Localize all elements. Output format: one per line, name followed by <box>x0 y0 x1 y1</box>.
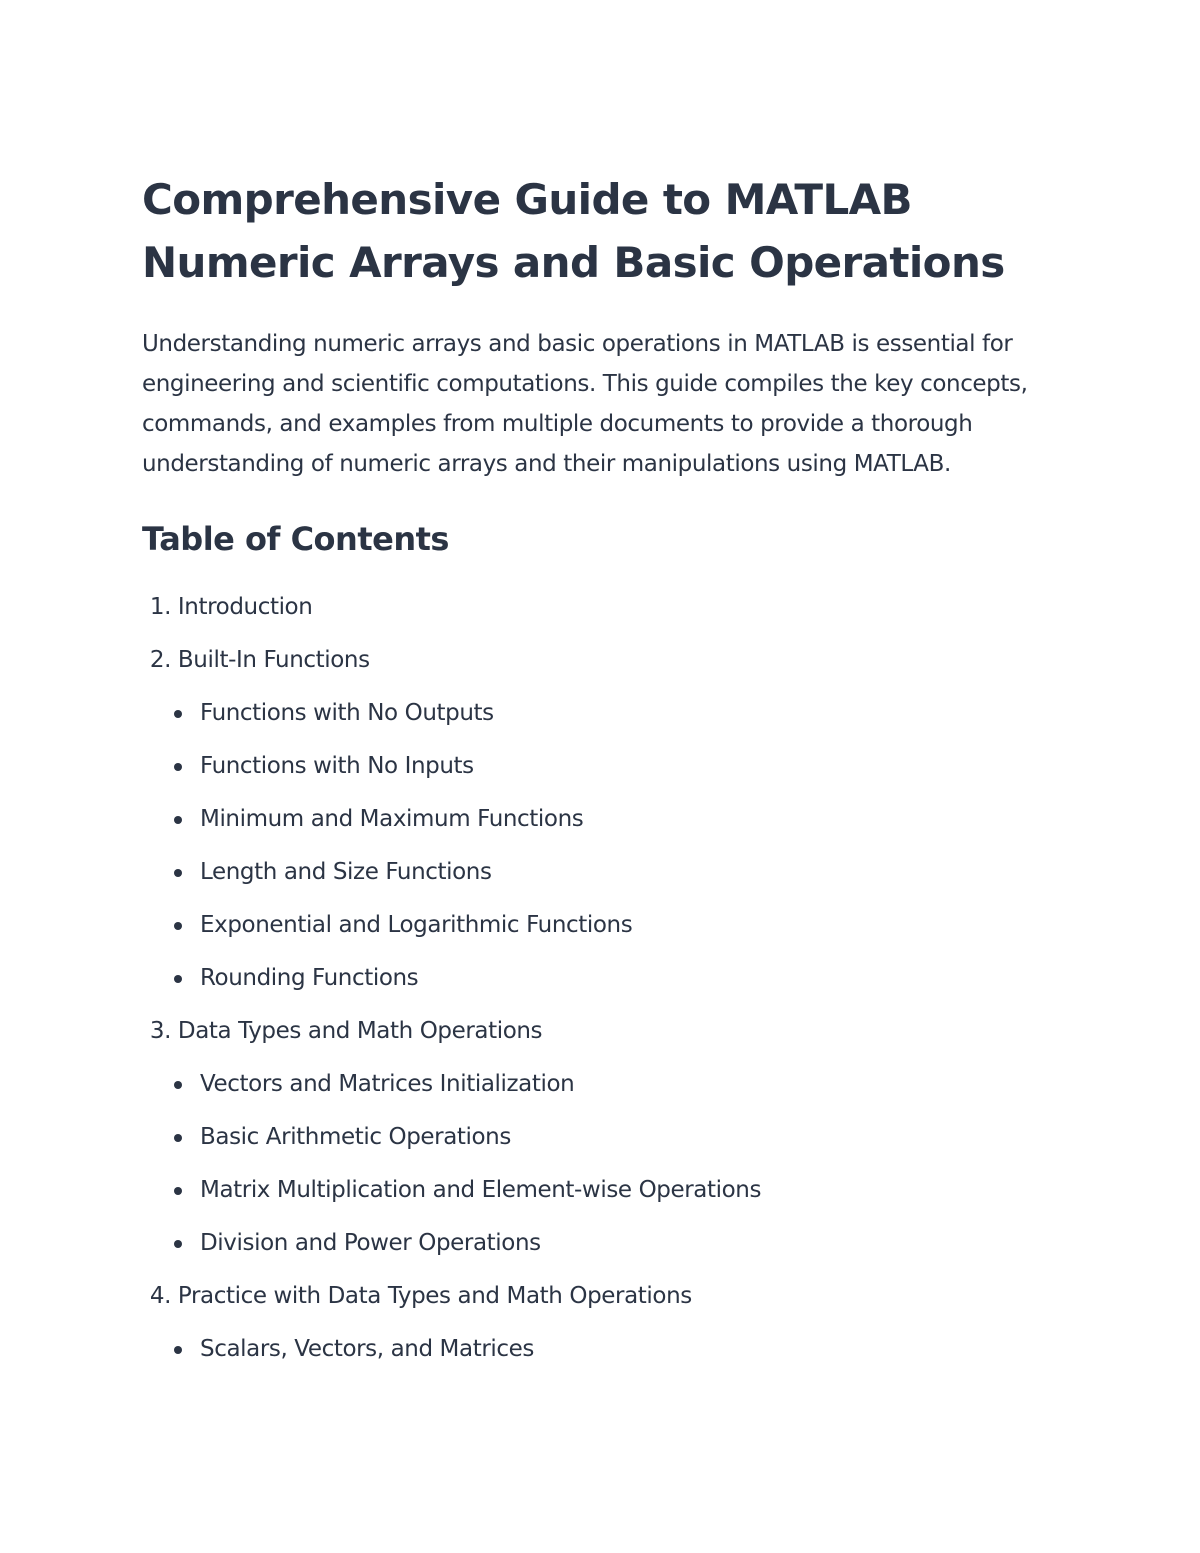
toc-number: 2. <box>149 647 171 673</box>
bullet-icon <box>174 1081 182 1089</box>
toc-subitem-label: Functions with No Outputs <box>200 700 494 726</box>
toc-item-practice <box>142 1270 1072 1376</box>
toc-subitem <box>142 1323 1072 1376</box>
toc-item-data-types <box>142 1005 1072 1270</box>
toc-sublist <box>142 1058 1072 1270</box>
bullet-icon <box>174 922 182 930</box>
document-page <box>142 168 1072 1376</box>
toc-subitem-label: Scalars, Vectors, and Matrices <box>200 1336 534 1362</box>
toc-label: Practice with Data Types and Math Operations <box>177 1283 692 1309</box>
document-title: Comprehensive Guide to MATLAB Numeric Arrays and Basic Operations <box>142 175 1005 287</box>
toc-subitem <box>142 740 1072 793</box>
toc-sublist <box>142 687 1072 1005</box>
table-of-contents <box>142 581 1072 1376</box>
toc-entry <box>142 1005 1072 1058</box>
toc-entry <box>142 581 1072 634</box>
bullet-icon <box>174 1240 182 1248</box>
toc-subitem <box>142 846 1072 899</box>
bullet-icon <box>174 1346 182 1354</box>
intro-paragraph: Understanding numeric arrays and basic operations in MATLAB is essential for engineering and scientific computations. This guide compiles the key concepts, commands, and examples from multiple documents to provide a thorough understanding of numeric arrays and their manipulations using MATLAB. <box>142 331 1028 477</box>
toc-subitem-label: Length and Size Functions <box>200 859 492 885</box>
bullet-icon <box>174 816 182 824</box>
toc-subitem <box>142 1217 1072 1270</box>
toc-subitem-label: Functions with No Inputs <box>200 753 474 779</box>
toc-subitem-label: Division and Power Operations <box>200 1230 541 1256</box>
toc-number: 1. <box>149 594 171 620</box>
toc-number: 4. <box>149 1283 171 1309</box>
bullet-icon <box>174 1134 182 1142</box>
toc-number: 3. <box>149 1018 171 1044</box>
toc-subitem <box>142 1111 1072 1164</box>
bullet-icon <box>174 1187 182 1195</box>
toc-heading: Table of Contents <box>142 520 449 558</box>
toc-subitem <box>142 899 1072 952</box>
bullet-icon <box>174 763 182 771</box>
toc-subitem-label: Vectors and Matrices Initialization <box>200 1071 575 1097</box>
toc-subitem-label: Minimum and Maximum Functions <box>200 806 584 832</box>
toc-item-introduction <box>142 581 1072 634</box>
toc-subitem-label: Exponential and Logarithmic Functions <box>200 912 633 938</box>
toc-subitem-label: Basic Arithmetic Operations <box>200 1124 511 1150</box>
bullet-icon <box>174 710 182 718</box>
toc-sublist <box>142 1323 1072 1376</box>
toc-subitem <box>142 793 1072 846</box>
toc-subitem-label: Rounding Functions <box>200 965 419 991</box>
toc-item-built-in-functions <box>142 634 1072 1005</box>
bullet-icon <box>174 869 182 877</box>
toc-subitem <box>142 952 1072 1005</box>
bullet-icon <box>174 975 182 983</box>
toc-subitem-label: Matrix Multiplication and Element-wise Operations <box>200 1177 762 1203</box>
toc-subitem <box>142 687 1072 740</box>
toc-subitem <box>142 1164 1072 1217</box>
toc-label: Data Types and Math Operations <box>177 1018 543 1044</box>
toc-label: Introduction <box>177 594 313 620</box>
toc-subitem <box>142 1058 1072 1111</box>
toc-entry <box>142 1270 1072 1323</box>
toc-entry <box>142 634 1072 687</box>
toc-label: Built-In Functions <box>177 647 370 673</box>
